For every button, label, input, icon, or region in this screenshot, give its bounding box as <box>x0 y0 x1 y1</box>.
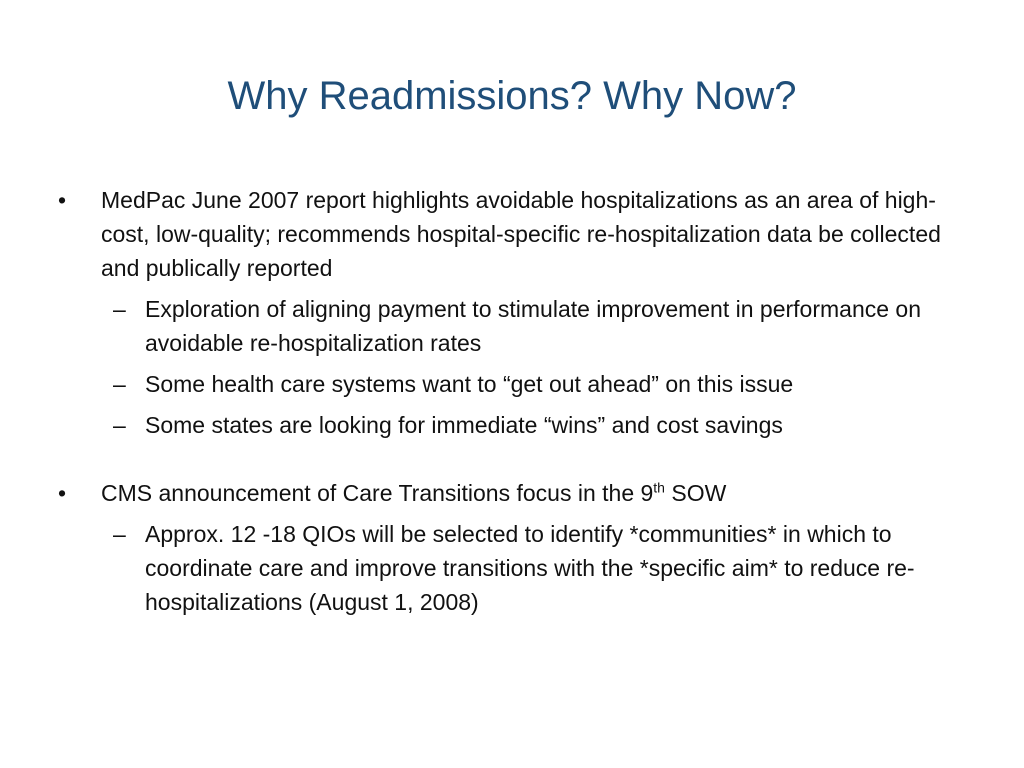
spacer <box>58 442 958 476</box>
bullet-text-tail: SOW <box>664 480 727 506</box>
sub-bullet-text: Exploration of aligning payment to stimulate improvement in performance on avoidable re-hospitalization rates <box>145 296 922 356</box>
sub-bullet-payment <box>58 292 958 360</box>
dash-icon: – <box>113 296 126 322</box>
bullet-medpac <box>58 183 958 285</box>
bullet-cms <box>58 476 958 510</box>
ordinal-superscript: th <box>653 479 665 496</box>
sub-bullet-qios <box>58 517 958 619</box>
sub-bullet-health-systems <box>58 367 958 401</box>
bullet-icon: • <box>58 187 67 213</box>
bullet-icon: • <box>58 480 67 506</box>
dash-icon: – <box>113 412 126 438</box>
sub-bullet-text: Some states are looking for immediate “wins” and cost savings <box>145 412 783 438</box>
dash-icon: – <box>113 521 126 547</box>
dash-icon: – <box>113 371 126 397</box>
bullet-text <box>101 480 726 506</box>
bullet-text-main: CMS announcement of Care Transitions focus in the 9 <box>101 480 654 506</box>
bullet-text: MedPac June 2007 report highlights avoidable hospitalizations as an area of high-cost, low-quality; recommends hospital-specific re-hospitalization data be collected and publically reported <box>101 187 941 281</box>
sub-bullet-text: Some health care systems want to “get out ahead” on this issue <box>145 371 794 397</box>
slide-body <box>58 183 958 619</box>
sub-bullet-text: Approx. 12 -18 QIOs will be selected to identify *communities* in which to coordinate care and improve transitions with the *specific aim* to reduce re-hospitalizations (August 1, 2008) <box>145 521 915 615</box>
sub-bullet-states <box>58 408 958 442</box>
slide-title: Why Readmissions? Why Now? <box>227 74 797 118</box>
